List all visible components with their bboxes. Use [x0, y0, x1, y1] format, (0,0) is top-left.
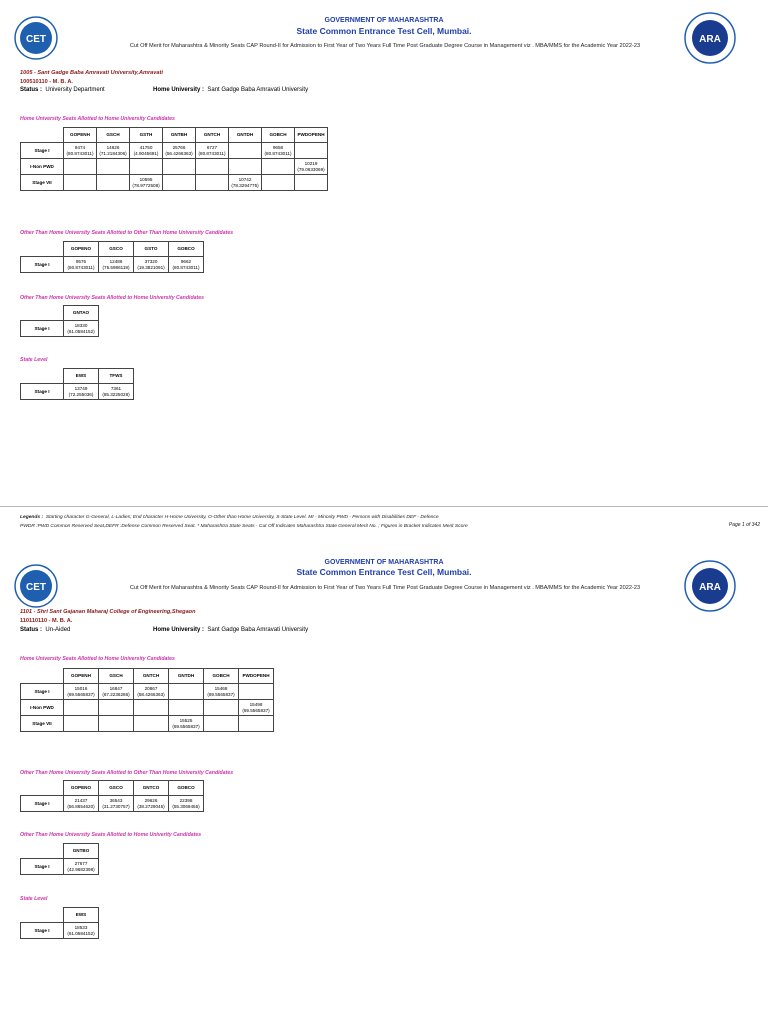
- merit-cell: [64, 923, 99, 939]
- merit-cell: [295, 159, 328, 175]
- merit-cell: [163, 175, 196, 191]
- merit-score: (79.0633069): [297, 166, 325, 172]
- merit-score: (69.5565837): [67, 691, 95, 697]
- merit-cell: [99, 684, 134, 700]
- page-number: Page 1 of 342: [728, 522, 760, 528]
- row-label: Stage I: [21, 143, 64, 159]
- merit-number: 10742: [238, 177, 252, 183]
- header-corner: [21, 369, 64, 384]
- merit-cell: [169, 257, 204, 273]
- header-corner: [21, 844, 64, 859]
- merit-number: 6727: [206, 145, 218, 151]
- row-label: I-Non PWD: [21, 159, 64, 175]
- column-header: GOBCO: [169, 781, 204, 796]
- merit-cell: [134, 257, 169, 273]
- section-title: Other Than Home University Seats Allotted to Home Univerity Candidates: [20, 832, 202, 838]
- merit-score: (78.9772508): [132, 182, 160, 188]
- column-header: EWS: [64, 369, 99, 384]
- column-header: GNTDH: [169, 669, 204, 684]
- report-subtitle: Cut Off Merit for Maharashtra & Minority Seats CAP Round-II for Admission to First Year of Two Years Full Time Post Graduate Degree Course in Management viz . MBA/MMS for the Academic Year 2022-23: [129, 43, 641, 49]
- row-label: Stage I: [21, 684, 64, 700]
- table-row: [21, 384, 134, 400]
- table-header-row: [21, 844, 99, 859]
- merit-cell: [64, 384, 99, 400]
- column-header: GOPENO: [64, 781, 99, 796]
- header-corner: [21, 908, 64, 923]
- header-corner: [21, 781, 64, 796]
- merit-score: (56.4266363): [165, 150, 193, 156]
- merit-cell: [99, 796, 134, 812]
- merit-cell: [64, 684, 99, 700]
- column-header: GNTCH: [196, 128, 229, 143]
- column-header: GOPENH: [64, 669, 99, 684]
- row-label: Stage VII: [21, 175, 64, 191]
- home-university-value: Sant Gadge Baba Amravati University: [207, 87, 309, 93]
- merit-cell: [130, 143, 163, 159]
- section-title: Other Than Home University Seats Allotted to Other Than Home University Candidates: [20, 230, 234, 236]
- home-university-label: Home University :: [153, 627, 205, 633]
- cell-heading: State Common Entrance Test Cell, Mumbai.: [296, 567, 472, 577]
- cutoff-table: [20, 241, 204, 273]
- merit-score: (58.4266363): [137, 691, 165, 697]
- merit-cell: [196, 159, 229, 175]
- column-header: GOBCH: [204, 669, 239, 684]
- merit-number: 9658: [272, 145, 284, 151]
- column-header: GSTH: [130, 128, 163, 143]
- merit-score: (38.2729045): [137, 803, 165, 809]
- status-line: [20, 87, 105, 93]
- table-row: [21, 321, 99, 337]
- merit-number: 41750: [139, 145, 153, 151]
- merit-score: (71.2184306): [99, 150, 127, 156]
- column-header: GNTBH: [163, 128, 196, 143]
- merit-cell: [196, 175, 229, 191]
- merit-cell: [163, 159, 196, 175]
- table-header-row: [21, 781, 204, 796]
- cutoff-table: [20, 127, 328, 191]
- status-value: Un-Aided: [45, 627, 71, 633]
- merit-cell: [295, 175, 328, 191]
- merit-cell: [99, 384, 134, 400]
- merit-number: 20867: [144, 686, 158, 692]
- merit-number: 27677: [74, 861, 88, 867]
- merit-number: 15016: [74, 686, 88, 692]
- legend-line-1: Starting character G-General, L-Ladies; End character H-Home University, O-Other than Home University, S-State Level. MI - Minority PWD - Persons with Disabilities DEF - Defence: [45, 515, 439, 520]
- header-corner: [21, 669, 64, 684]
- column-header: TFWS: [99, 369, 134, 384]
- merit-number: 37320: [144, 259, 158, 265]
- merit-number: 36543: [109, 798, 123, 804]
- row-label: Stage I: [21, 923, 64, 939]
- merit-cell: [229, 175, 262, 191]
- merit-score: (85.3225028): [102, 391, 130, 397]
- merit-cell: [64, 796, 99, 812]
- merit-score: (69.5565837): [172, 723, 200, 729]
- merit-cell: [130, 175, 163, 191]
- merit-number: 13749: [74, 386, 88, 392]
- merit-number: 10219: [304, 161, 318, 167]
- column-header: GNTAO: [64, 306, 99, 321]
- merit-score: (80.8743011): [198, 150, 226, 156]
- column-header: PWDOPENH: [295, 128, 328, 143]
- row-label: Stage I: [21, 257, 64, 273]
- section-title: State Level: [20, 896, 48, 902]
- merit-score: (19.3821091): [137, 264, 165, 270]
- merit-cell: [239, 700, 274, 716]
- institute-name: 1005 - Sant Gadge Baba Amravati University,Amravati: [20, 70, 163, 76]
- merit-cell: [64, 175, 97, 191]
- merit-number: 22398: [179, 798, 193, 804]
- table-header-row: [21, 669, 274, 684]
- table-row: [21, 859, 99, 875]
- merit-cell: [134, 700, 169, 716]
- merit-score: (69.5565837): [207, 691, 235, 697]
- row-label: I-Non PWD: [21, 700, 64, 716]
- merit-cell: [134, 716, 169, 732]
- column-header: EWS: [64, 908, 99, 923]
- merit-cell: [64, 321, 99, 337]
- column-header: GNTCO: [134, 781, 169, 796]
- merit-number: 18330: [74, 323, 88, 329]
- column-header: GSTO: [134, 242, 169, 257]
- home-university-line: [153, 87, 308, 93]
- merit-number: 25766: [172, 145, 186, 151]
- merit-cell: [169, 700, 204, 716]
- column-header: GOPENH: [64, 128, 97, 143]
- merit-score: (56.8654620): [67, 803, 95, 809]
- legend: [20, 513, 760, 531]
- merit-cell: [262, 159, 295, 175]
- table-row: [21, 700, 274, 716]
- column-header: GOBCH: [262, 128, 295, 143]
- header-corner: [21, 306, 64, 321]
- merit-cell: [239, 716, 274, 732]
- merit-score: (61.0584152): [67, 328, 95, 334]
- merit-number: 16847: [109, 686, 123, 692]
- merit-score: (55.3069455): [172, 803, 200, 809]
- column-header: GOPENO: [64, 242, 99, 257]
- table-header-row: [21, 369, 134, 384]
- merit-cell: [169, 716, 204, 732]
- table-row: [21, 143, 328, 159]
- merit-cell: [97, 159, 130, 175]
- merit-number: 9474: [74, 145, 86, 151]
- merit-score: (4.9045691): [133, 150, 159, 156]
- merit-cell: [262, 175, 295, 191]
- institute-name: 1101 - Shri Sant Gajanan Maharaj College of Engineering,Shegaon: [20, 609, 196, 615]
- merit-number: 7361: [110, 386, 122, 392]
- table-row: [21, 684, 274, 700]
- table-header-row: [21, 128, 328, 143]
- page-2: [0, 548, 768, 1024]
- gov-heading: GOVERNMENT OF MAHARASHTRA: [324, 17, 444, 24]
- home-university-label: Home University :: [153, 87, 205, 93]
- merit-number: 29626: [144, 798, 158, 804]
- merit-score: (80.8743011): [172, 264, 200, 270]
- column-header: GNTCH: [134, 669, 169, 684]
- merit-cell: [229, 143, 262, 159]
- merit-cell: [239, 684, 274, 700]
- merit-score: (80.8743011): [67, 264, 95, 270]
- merit-cell: [196, 143, 229, 159]
- report-subtitle: Cut Off Merit for Maharashtra & Minority Seats CAP Round-II for Admission to First Year of Two Years Full Time Post Graduate Degree Course in Management viz . MBA/MMS for the Academic Year 2022-23: [129, 585, 641, 591]
- column-header: GNTBO: [64, 844, 99, 859]
- merit-cell: [134, 796, 169, 812]
- row-label: Stage I: [21, 321, 64, 337]
- merit-cell: [64, 143, 97, 159]
- table-row: [21, 175, 328, 191]
- header-corner: [21, 128, 64, 143]
- column-header: PWDOPENH: [239, 669, 274, 684]
- merit-cell: [97, 175, 130, 191]
- merit-score: (69.5565837): [242, 707, 270, 713]
- row-label: Stage VII: [21, 716, 64, 732]
- table-header-row: [21, 908, 99, 923]
- legend-line-2: PWDR :PWD Common Reserved Seat,DEFR :Defense Common Reserved Seat. * Maharashtra State Seats - Cut Off Indicates Maharashtra State General Merit No. ; Figures in Bracket Indicates Merit Score: [20, 524, 468, 529]
- merit-number: 14626: [106, 145, 120, 151]
- table-header-row: [21, 306, 99, 321]
- merit-number: 15525: [179, 718, 193, 724]
- merit-number: 9576: [75, 259, 87, 265]
- home-university-value: Sant Gadge Baba Amravati University: [207, 627, 309, 633]
- merit-score: (67.2236286): [102, 691, 130, 697]
- merit-cell: [64, 159, 97, 175]
- section-title: Other Than Home University Seats Allotted to Home University Candidates: [20, 295, 205, 301]
- merit-cell: [295, 143, 328, 159]
- home-university-line: [153, 627, 308, 633]
- merit-score: (80.8743011): [66, 150, 94, 156]
- column-header: GSCO: [99, 781, 134, 796]
- cutoff-table: [20, 907, 99, 939]
- gov-heading: GOVERNMENT OF MAHARASHTRA: [324, 559, 444, 566]
- status-label: Status :: [20, 87, 43, 93]
- section-title: Other Than Home University Seats Allotted to Other Than Home University Candidates: [20, 770, 234, 776]
- merit-cell: [262, 143, 295, 159]
- merit-cell: [64, 859, 99, 875]
- section-title: Home University Seats Allotted to Home University Candidates: [20, 116, 175, 122]
- row-label: Stage I: [21, 384, 64, 400]
- merit-cell: [64, 716, 99, 732]
- merit-score: (80.8743011): [264, 150, 292, 156]
- merit-number: 15468: [214, 686, 228, 692]
- merit-cell: [204, 716, 239, 732]
- column-header: GSCH: [99, 669, 134, 684]
- ara-logo-text: ARA: [699, 582, 721, 593]
- status-label: Status :: [20, 627, 43, 633]
- table-row: [21, 257, 204, 273]
- merit-score: (78.3294775): [231, 182, 259, 188]
- course-code: 110110110 - M. B. A.: [20, 618, 73, 624]
- merit-number: 9662: [180, 259, 192, 265]
- cutoff-table: [20, 305, 99, 337]
- merit-cell: [169, 796, 204, 812]
- header-corner: [21, 242, 64, 257]
- merit-cell: [99, 716, 134, 732]
- merit-number: 21437: [74, 798, 88, 804]
- merit-score: (75.5986119): [102, 264, 130, 270]
- column-header: GNTDH: [229, 128, 262, 143]
- cutoff-table: [20, 668, 274, 732]
- section-title: State Level: [20, 357, 48, 363]
- cell-heading: State Common Entrance Test Cell, Mumbai.: [296, 26, 472, 36]
- merit-cell: [99, 700, 134, 716]
- row-label: Stage I: [21, 859, 64, 875]
- page-1: [0, 0, 768, 506]
- cutoff-table: [20, 368, 134, 400]
- merit-score: (42.9682398): [67, 866, 95, 872]
- cutoff-table: [20, 780, 204, 812]
- status-line: [20, 627, 70, 633]
- table-row: [21, 716, 274, 732]
- merit-cell: [97, 143, 130, 159]
- table-row: [21, 159, 328, 175]
- merit-cell: [130, 159, 163, 175]
- ara-logo-text: ARA: [699, 34, 721, 45]
- merit-cell: [204, 684, 239, 700]
- page-divider: [0, 506, 768, 507]
- merit-cell: [64, 257, 99, 273]
- cutoff-table: [20, 843, 99, 875]
- merit-score: (61.0584152): [67, 930, 95, 936]
- status-value: University Department: [45, 87, 105, 93]
- column-header: GSCH: [97, 128, 130, 143]
- merit-cell: [169, 684, 204, 700]
- row-label: Stage I: [21, 796, 64, 812]
- merit-number: 10595: [139, 177, 153, 183]
- merit-number: 18533: [74, 925, 88, 931]
- merit-cell: [229, 159, 262, 175]
- legend-label: Legends :: [20, 515, 44, 520]
- merit-cell: [204, 700, 239, 716]
- merit-cell: [99, 257, 134, 273]
- column-header: GSCO: [99, 242, 134, 257]
- merit-cell: [163, 143, 196, 159]
- merit-number: 15498: [249, 702, 263, 708]
- cet-logo-text: CET: [26, 34, 46, 45]
- table-row: [21, 796, 204, 812]
- table-row: [21, 923, 99, 939]
- table-header-row: [21, 242, 204, 257]
- merit-score: (72.255036): [68, 391, 94, 397]
- merit-score: (31.2730757): [102, 803, 130, 809]
- cet-logo-text: CET: [26, 582, 46, 593]
- section-title: Home University Seats Allotted to Home University Candidates: [20, 656, 175, 662]
- merit-number: 12486: [109, 259, 123, 265]
- course-code: 100510110 - M. B. A.: [20, 79, 73, 85]
- column-header: GOBCO: [169, 242, 204, 257]
- merit-cell: [134, 684, 169, 700]
- merit-cell: [64, 700, 99, 716]
